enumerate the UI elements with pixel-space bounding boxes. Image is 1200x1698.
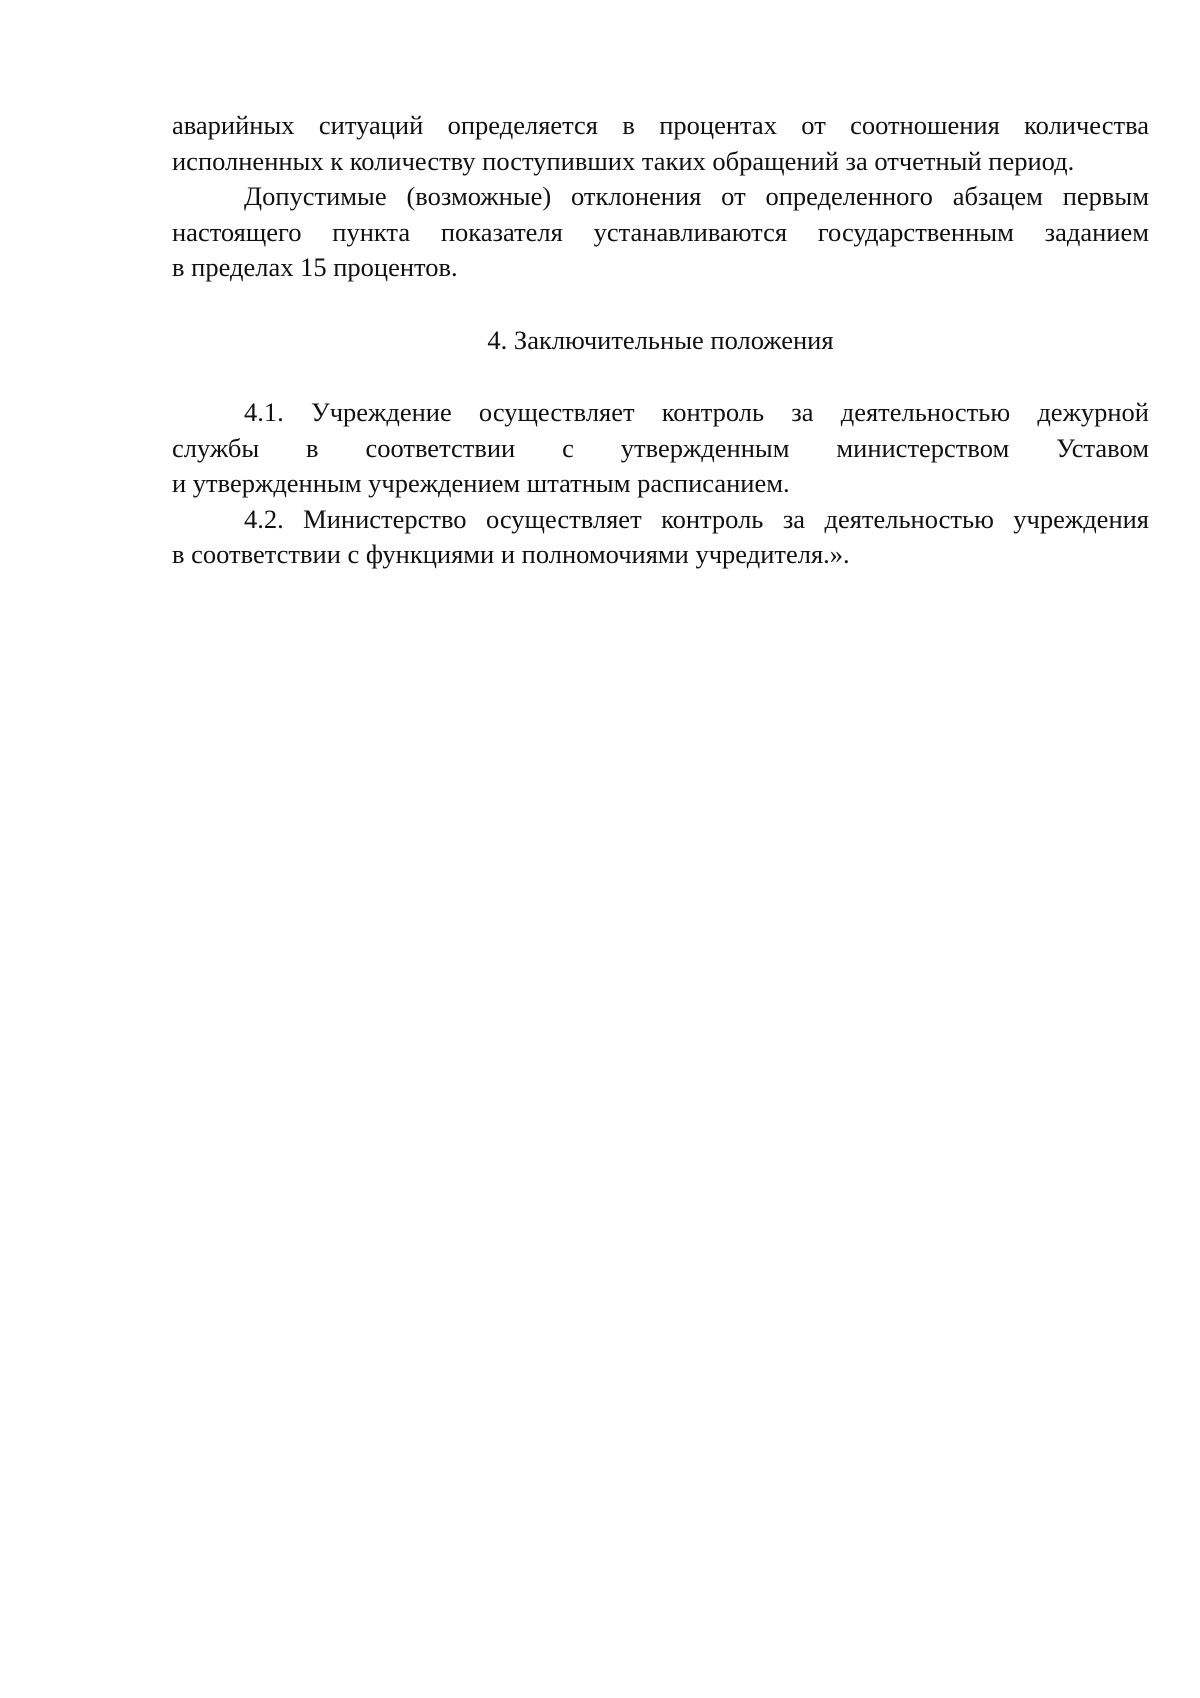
text-line: Допустимые (возможные) отклонения от определенного абзацем первым — [244, 181, 1149, 211]
text-line: в соответствии с функциями и полномочиями учредителя.». — [172, 539, 850, 569]
document-body — [172, 108, 1149, 573]
text-line: настоящего пункта показателя устанавливаются государственным заданием — [172, 216, 1149, 247]
text-line: исполненных к количеству поступивших таких обращений за отчетный период. — [172, 145, 1075, 176]
text-line: в пределах 15 процентов. — [172, 252, 458, 282]
paragraph-2 — [172, 179, 1149, 286]
paragraph-3 — [172, 395, 1149, 502]
text-line: и утвержденным учреждением штатным расписанием. — [172, 468, 790, 498]
text-line: аварийных ситуаций определяется в процентах от соотношения количества — [172, 110, 1149, 140]
text-line: 4.2. Министерство осуществляет контроль за деятельностью учреждения — [244, 503, 1149, 534]
text-line: службы в соответствии с утвержденным министерством Уставом — [172, 432, 1149, 463]
text-line: 4.1. Учреждение осуществляет контроль за деятельностью дежурной — [244, 397, 1149, 427]
section-heading: 4. Заключительные положения — [487, 324, 834, 355]
paragraph-1 — [172, 108, 1149, 179]
paragraph-4 — [172, 502, 1149, 573]
